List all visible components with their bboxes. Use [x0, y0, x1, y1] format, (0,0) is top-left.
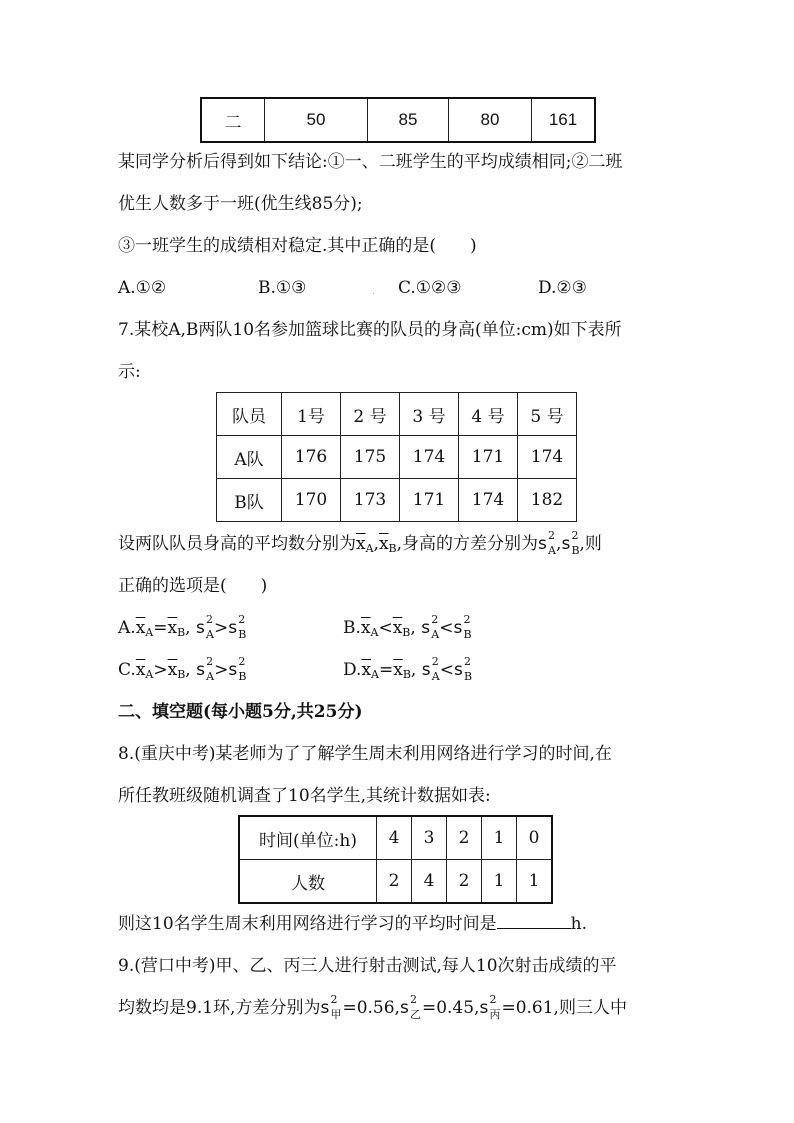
q7-line1: 7.某校A,B两队10名参加篮球比赛的队员的身高(单位:cm)如下表所	[118, 320, 622, 340]
table-cell: 171	[400, 479, 459, 522]
q8-line2: 所任教班级随机调查了10名学生,其统计数据如表:	[118, 786, 491, 806]
stray-dot: ·	[372, 289, 376, 300]
q7-after-line2: 正确的选项是( )	[118, 576, 268, 596]
table-cell: 4	[377, 816, 412, 860]
table-cell: 2	[447, 816, 482, 860]
table-row	[239, 860, 552, 904]
q9-line1: 9.(营口中考)甲、乙、丙三人进行射击测试,每人10次射击成绩的平	[118, 956, 617, 976]
table-cell: 161	[532, 98, 596, 142]
table-cell: B队	[217, 479, 282, 522]
table-cell: 1	[517, 860, 553, 904]
table-row	[217, 436, 577, 479]
q7-line2: 示:	[118, 362, 141, 382]
table-cell: 182	[518, 479, 577, 522]
table-cell: 175	[341, 436, 400, 479]
table-cell: 176	[282, 436, 341, 479]
q7-after-line1: 设两队队员身高的平均数分别为$\overline{x}_A,\overline{x}_B$,身高的方差分别为s 2 A ,s 2 B ,则	[118, 529, 602, 557]
table-cell: 173	[341, 479, 400, 522]
section-title: 二、填空题(每小题5分,共25分)	[118, 702, 363, 722]
q7-option-d: $D.\overline{x}_A=\overline{x}_B$, s 2 A <s 2 B	[343, 655, 473, 683]
table-cell: 50	[265, 98, 368, 142]
table-header-cell: 队员	[217, 393, 282, 436]
q6-option-d: D.②③	[538, 278, 587, 298]
table-cell: 174	[518, 436, 577, 479]
table-cell: 2	[377, 860, 412, 904]
q6-option-b: B.①③	[258, 278, 307, 298]
table-cell: 0	[517, 816, 553, 860]
table-cell: A队	[217, 436, 282, 479]
answer-blank[interactable]	[497, 912, 571, 929]
table-cell: 1	[482, 816, 517, 860]
table-header-cell: 时间(单位:h)	[239, 816, 377, 860]
table-cell: 174	[459, 479, 518, 522]
height-table	[216, 392, 577, 522]
time-table	[238, 815, 553, 904]
q8-after: 则这10名学生周末利用网络进行学习的平均时间是 h.	[118, 914, 587, 934]
score-table-continued	[200, 97, 596, 143]
table-cell: 80	[449, 98, 532, 142]
table-header-cell: 1号	[282, 393, 341, 436]
table-header-cell: 2 号	[341, 393, 400, 436]
table-cell: 174	[400, 436, 459, 479]
table-row	[217, 479, 577, 522]
q6-option-a: A.①②	[118, 278, 167, 298]
table-cell: 2	[447, 860, 482, 904]
table-cell: 二	[201, 98, 265, 142]
table-cell: 85	[368, 98, 449, 142]
table-cell: 1	[482, 860, 517, 904]
q7-option-a: $A.\overline{x}_A=\overline{x}_B$, s 2 A >s 2 B	[118, 613, 247, 641]
table-row	[217, 393, 577, 436]
table-header-cell: 人数	[239, 860, 377, 904]
table-row	[239, 816, 552, 860]
table-row	[201, 98, 595, 142]
table-cell: 171	[459, 436, 518, 479]
table-cell: 170	[282, 479, 341, 522]
q6-line1: 某同学分析后得到如下结论:①一、二班学生的平均成绩相同;②二班	[118, 152, 623, 172]
q6-line3: ③一班学生的成绩相对稳定.其中正确的是( )	[118, 236, 477, 256]
q6-line2: 优生人数多于一班(优生线85分);	[118, 194, 363, 214]
q8-line1: 8.(重庆中考)某老师为了了解学生周末利用网络进行学习的时间,在	[118, 744, 612, 764]
q7-option-c: $C.\overline{x}_A>\overline{x}_B$, s 2 A >s 2 B	[118, 655, 247, 683]
table-cell: 3	[412, 816, 447, 860]
q6-option-c: C.①②③	[398, 278, 462, 298]
table-header-cell: 5 号	[518, 393, 577, 436]
q9-line2: 均数均是9.1环,方差分别为s 2 甲 =0.56,s 2 乙 =0.45,s 2 丙 =0.61,则三人中	[118, 993, 627, 1021]
q7-option-b: $B.\overline{x}_A<\overline{x}_B$, s 2 A <s 2 B	[343, 613, 472, 641]
table-cell: 4	[412, 860, 447, 904]
table-header-cell: 3 号	[400, 393, 459, 436]
table-header-cell: 4 号	[459, 393, 518, 436]
